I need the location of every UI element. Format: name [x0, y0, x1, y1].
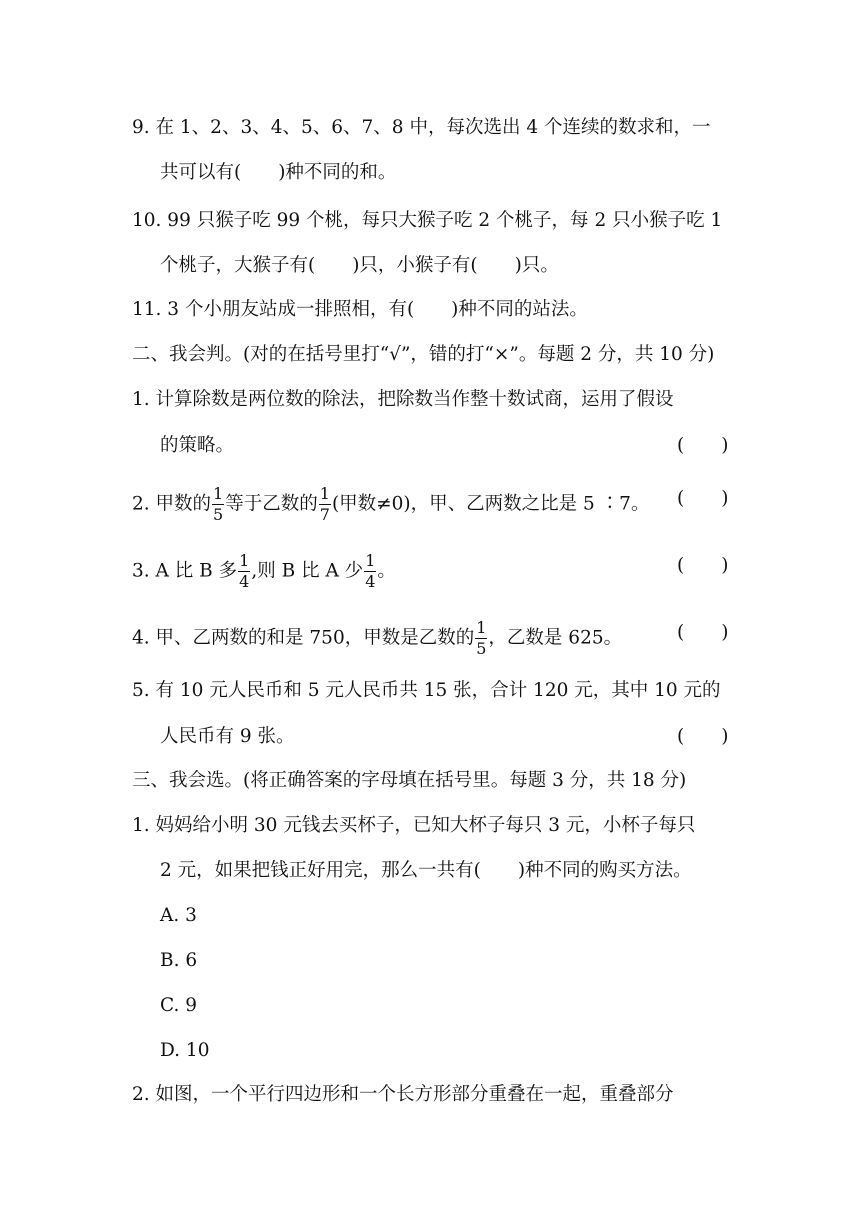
judge-q3-text-c: 。: [377, 560, 396, 582]
section3-title: 三、我会选。(将正确答案的字母填在括号里。每题 3 分，共 18 分): [132, 770, 687, 791]
judge-q3-text-a: 3. A 比 B 多: [132, 560, 238, 582]
judge-q3-text-b: ,则 B 比 A 少: [251, 560, 364, 582]
judge-q5-line2: 人民币有 9 张。: [160, 726, 295, 747]
choose-q2-line1: 2. 如图，一个平行四边形和一个长方形部分重叠在一起，重叠部分: [132, 1084, 674, 1105]
q9-line2: 共可以有( )种不同的和。: [160, 162, 397, 183]
answer-paren[interactable]: ( ): [677, 435, 729, 456]
choose-q1-line1: 1. 妈妈给小明 30 元钱去买杯子，已知大杯子每只 3 元，小杯子每只: [132, 815, 696, 836]
fraction-one-fourth: $\frac{1}{4}$: [365, 551, 376, 591]
judge-q1-line1: 1. 计算除数是两位数的除法，把除数当作整十数试商，运用了假设: [132, 389, 674, 410]
answer-paren[interactable]: ( ): [677, 488, 729, 509]
fraction-one-seventh: $\frac{1}{7}$: [319, 484, 330, 524]
judge-q4-text-a: 4. 甲、乙两数的和是 750，甲数是乙数的: [132, 627, 475, 649]
choose-q1-line2: 2 元，如果把钱正好用完，那么一共有( )种不同的购买方法。: [160, 860, 692, 881]
option-b: B. 6: [160, 950, 198, 971]
option-d: D. 10: [160, 1040, 210, 1061]
fraction-one-fourth: $\frac{1}{4}$: [239, 551, 250, 591]
q11: 11. 3 个小朋友站成一排照相，有( )种不同的站法。: [132, 299, 588, 320]
judge-q2-text-c: (甲数≠0)，甲、乙两数之比是 5 ∶7。: [331, 493, 650, 515]
q9-line1: 9. 在 1、2、3、4、5、6、7、8 中，每次选出 4 个连续的数求和，一: [132, 117, 711, 138]
judge-q4-text-b: ，乙数是 625。: [488, 627, 623, 649]
judge-q1-line2: 的策略。: [160, 435, 235, 456]
judge-q5-line1: 5. 有 10 元人民币和 5 元人民币共 15 张，合计 120 元，其中 10 元的: [132, 680, 721, 701]
fraction-one-fifth: $\frac{1}{5}$: [476, 618, 487, 658]
q10-line2: 个桃子，大猴子有( )只，小猴子有( )只。: [160, 255, 559, 276]
q10-line1: 10. 99 只猴子吃 99 个桃，每只大猴子吃 2 个桃子，每 2 只小猴子吃 1: [132, 210, 723, 231]
answer-paren[interactable]: ( ): [677, 726, 729, 747]
fraction-one-fifth: $\frac{1}{5}$: [213, 484, 224, 524]
answer-paren[interactable]: ( ): [677, 622, 729, 643]
judge-q2-text-b: 等于乙数的: [225, 493, 318, 515]
answer-paren[interactable]: ( ): [677, 555, 729, 576]
option-a: A. 3: [160, 905, 197, 926]
option-c: C. 9: [160, 995, 198, 1016]
judge-q2-text-a: 2. 甲数的: [132, 493, 212, 515]
section2-title: 二、我会判。(对的在括号里打“√”，错的打“×”。每题 2 分，共 10 分): [132, 344, 715, 365]
